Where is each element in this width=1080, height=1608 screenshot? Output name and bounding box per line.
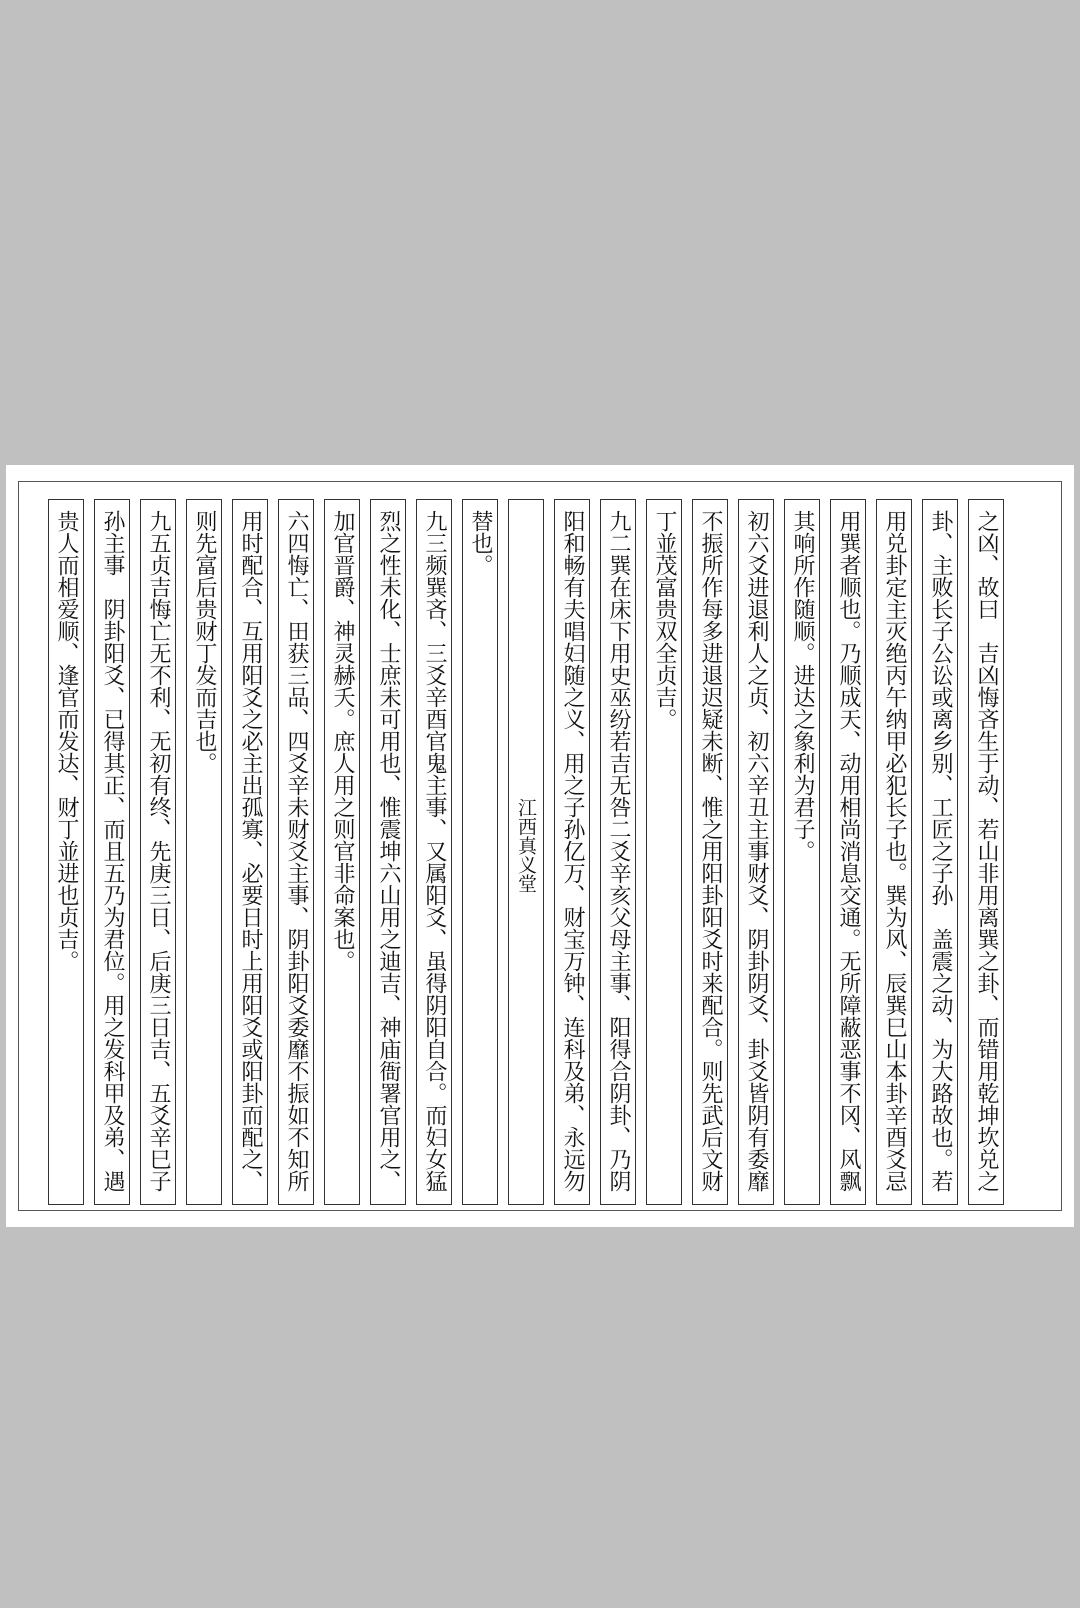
text-column: 不振所作每多进退迟疑未断、惟之用阳卦阳爻时来配合。则先武后文财 [692,499,728,1205]
text-column: 六四悔亡、田获三品、四爻辛未财爻主事、阴卦阳爻委靡不振如不知所 [278,499,314,1205]
text-column: 用时配合、互用阳爻之必主出孤寡、必要日时上用阳爻或阳卦而配之、 [232,499,268,1205]
text-column: 孙主事 阴卦阳爻、已得其正、而且五乃为君位。用之发科甲及弟、遇 [94,499,130,1205]
book-page [6,465,1074,1227]
text-column: 烈之性未化、士庶未可用也、惟震坤六山用之迪吉、神庙衙署官用之、 [370,499,406,1205]
text-column: 贵人而相爱顺、逢官而发达、财丁並进也贞吉。 [48,499,84,1205]
text-column: 用巽者顺也。乃顺成天、动用相尚消息交通。无所障蔽恶事不冈、风飘 [830,499,866,1205]
text-column: 阳和畅有夫唱妇随之义、用之子孙亿万、财宝万钟、连科及弟、永远勿 [554,499,590,1205]
text-column: 其响所作随顺。进达之象利为君子。 [784,499,820,1205]
text-column: 卦、主败长子公讼或离乡别、工匠之子孙 盖震之动、为大路故也。若 [922,499,958,1205]
text-column: 初六爻进退利人之贞、初六辛丑主事财爻、阴卦阴爻、卦爻皆阴有委靡 [738,499,774,1205]
text-column: 之凶、故曰 吉凶悔吝生于动、若山非用离巽之卦、而错用乾坤坎兑之 [968,499,1004,1205]
text-column: 九五贞吉悔亡无不利、无初有终、先庚三日、后庚三日吉、五爻辛巳子 [140,499,176,1205]
text-column: 则先富后贵财丁发而吉也。 [186,499,222,1205]
text-column: 九三频巽吝、三爻辛酉官鬼主事、又属阳爻、虽得阴阳自合。而妇女猛 [416,499,452,1205]
text-column: 加官晋爵、神灵赫夭。庶人用之则官非命案也。 [324,499,360,1205]
text-column: 用兑卦定主灭绝丙午纳甲必犯长子也。巽为风、辰巽巳山本卦辛酉爻忌 [876,499,912,1205]
text-column: 丁並茂富贵双全贞吉。 [646,499,682,1205]
text-column: 九二巽在床下用史巫纷若吉无咎二爻辛亥父母主事、阳得合阴卦、乃阴 [600,499,636,1205]
publisher-column: 江西真义堂 [508,499,544,1205]
text-column: 替也。 [462,499,498,1205]
